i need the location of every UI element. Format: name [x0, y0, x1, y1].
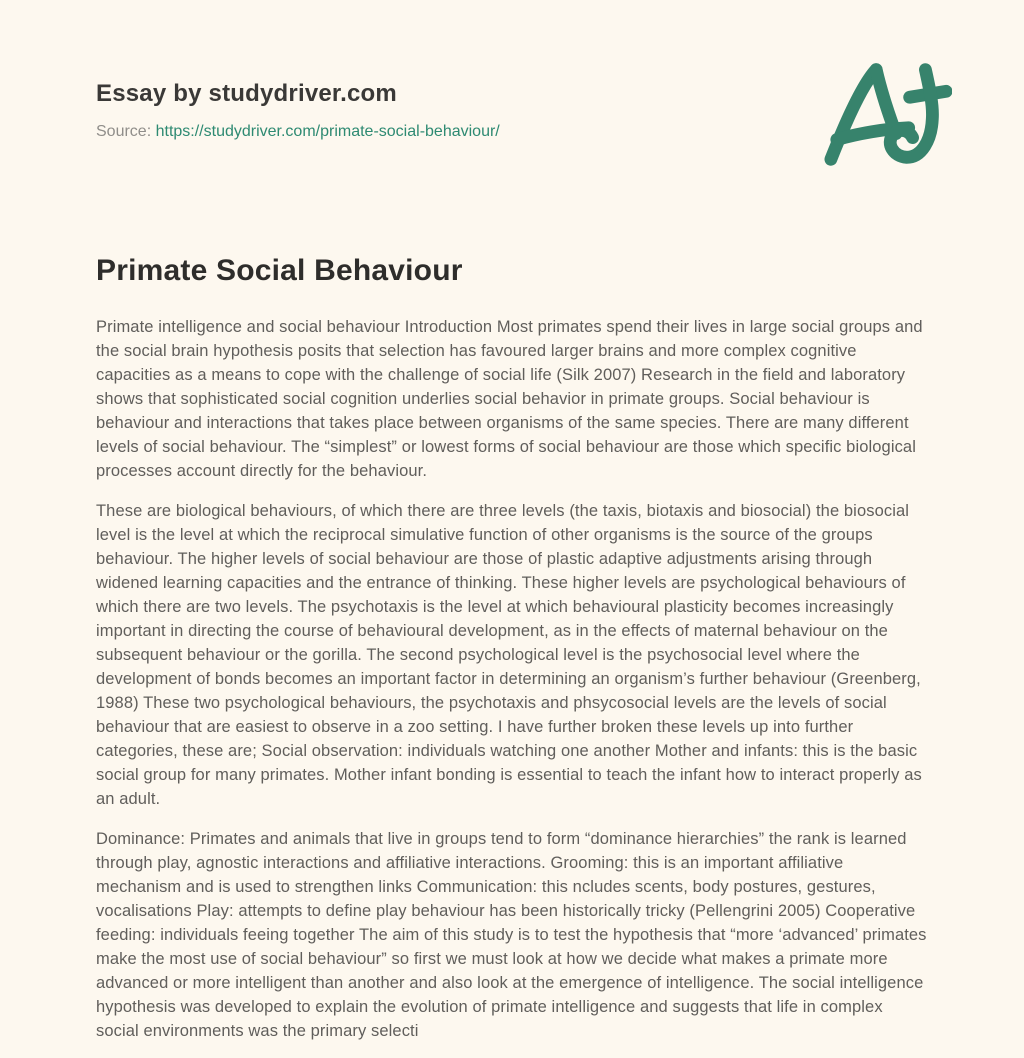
essay-paragraph: Dominance: Primates and animals that live in groups tend to form “dominance hierarchies” the rank is learned through play, agnostic interactions and affiliative interactions. Grooming: this is an important affiliative mechanism and is used to strengthen links Communication: this ncludes scents, body postures, gestures, vocalisations Play: attempts to define play behaviour has been historically tricky (Pellengrini 2005) Cooperative feeding: individuals feeing together The aim of this study is to test the hypothesis that “more ‘advanced’ primates make the most use of social behaviour” so first we must look at how we decide what makes a primate more advanced or more intelligent than another and also look at the emergence of intelligence. The social intelligence hypothesis was developed to explain the evolution of primate intelligence and suggests that life in complex social environments was the primary selecti	[96, 830, 927, 1040]
essay-paragraph: These are biological behaviours, of which there are three levels (the taxis, biotaxis and biosocial) the biosocial level is the level at which the reciprocal simulative function of other organisms is the source of the groups behaviour. The higher levels of social behaviour are those of plastic adaptive adjustments arising through widened learning capacities and the entrance of thinking. These higher levels are psychological behaviours of which there are two levels. The psychotaxis is the level at which behavioural plasticity becomes increasingly important in directing the course of behavioural development, as in the effects of maternal behaviour on the subsequent behaviour or the gorilla. The second psychological level is the psychosocial level where the development of bonds becomes an important factor in determining an organism’s further behaviour (Greenberg, 1988) These two psychological behaviours, the psychotaxis and phsycosocial levels are the levels of social behaviour that are easiest to observe in a zoo setting. I have further broken these levels up into further categories, these are; Social observation: individuals watching one another Mother and infants: this is the basic social group for many primates. Mother infant bonding is essential to teach the infant how to interact properly as an adult.	[96, 502, 922, 808]
a-plus-logo-icon	[824, 57, 952, 169]
essay-body	[96, 315, 928, 1043]
essay-byline: Essay by studydriver.com	[96, 80, 397, 107]
essay-paragraph: Primate intelligence and social behaviour Introduction Most primates spend their lives in large social groups and the social brain hypothesis posits that selection has favoured larger brains and more complex cognitive capacities as a means to cope with the challenge of social life (Silk 2007) Research in the field and laboratory shows that sophisticated social cognition underlies social behavior in primate groups. Social behaviour is behaviour and interactions that takes place between organisms of the same species. There are many different levels of social behaviour. The “simplest” or lowest forms of social behaviour are those which specific biological processes account directly for the behaviour.	[96, 318, 923, 480]
source-label: Source:	[96, 123, 152, 140]
source-row	[96, 123, 928, 141]
source-link[interactable]: https://studydriver.com/primate-social-behaviour/	[155, 123, 500, 140]
essay-title: Primate Social Behaviour	[96, 254, 463, 287]
essay-content	[0, 80, 1024, 1043]
